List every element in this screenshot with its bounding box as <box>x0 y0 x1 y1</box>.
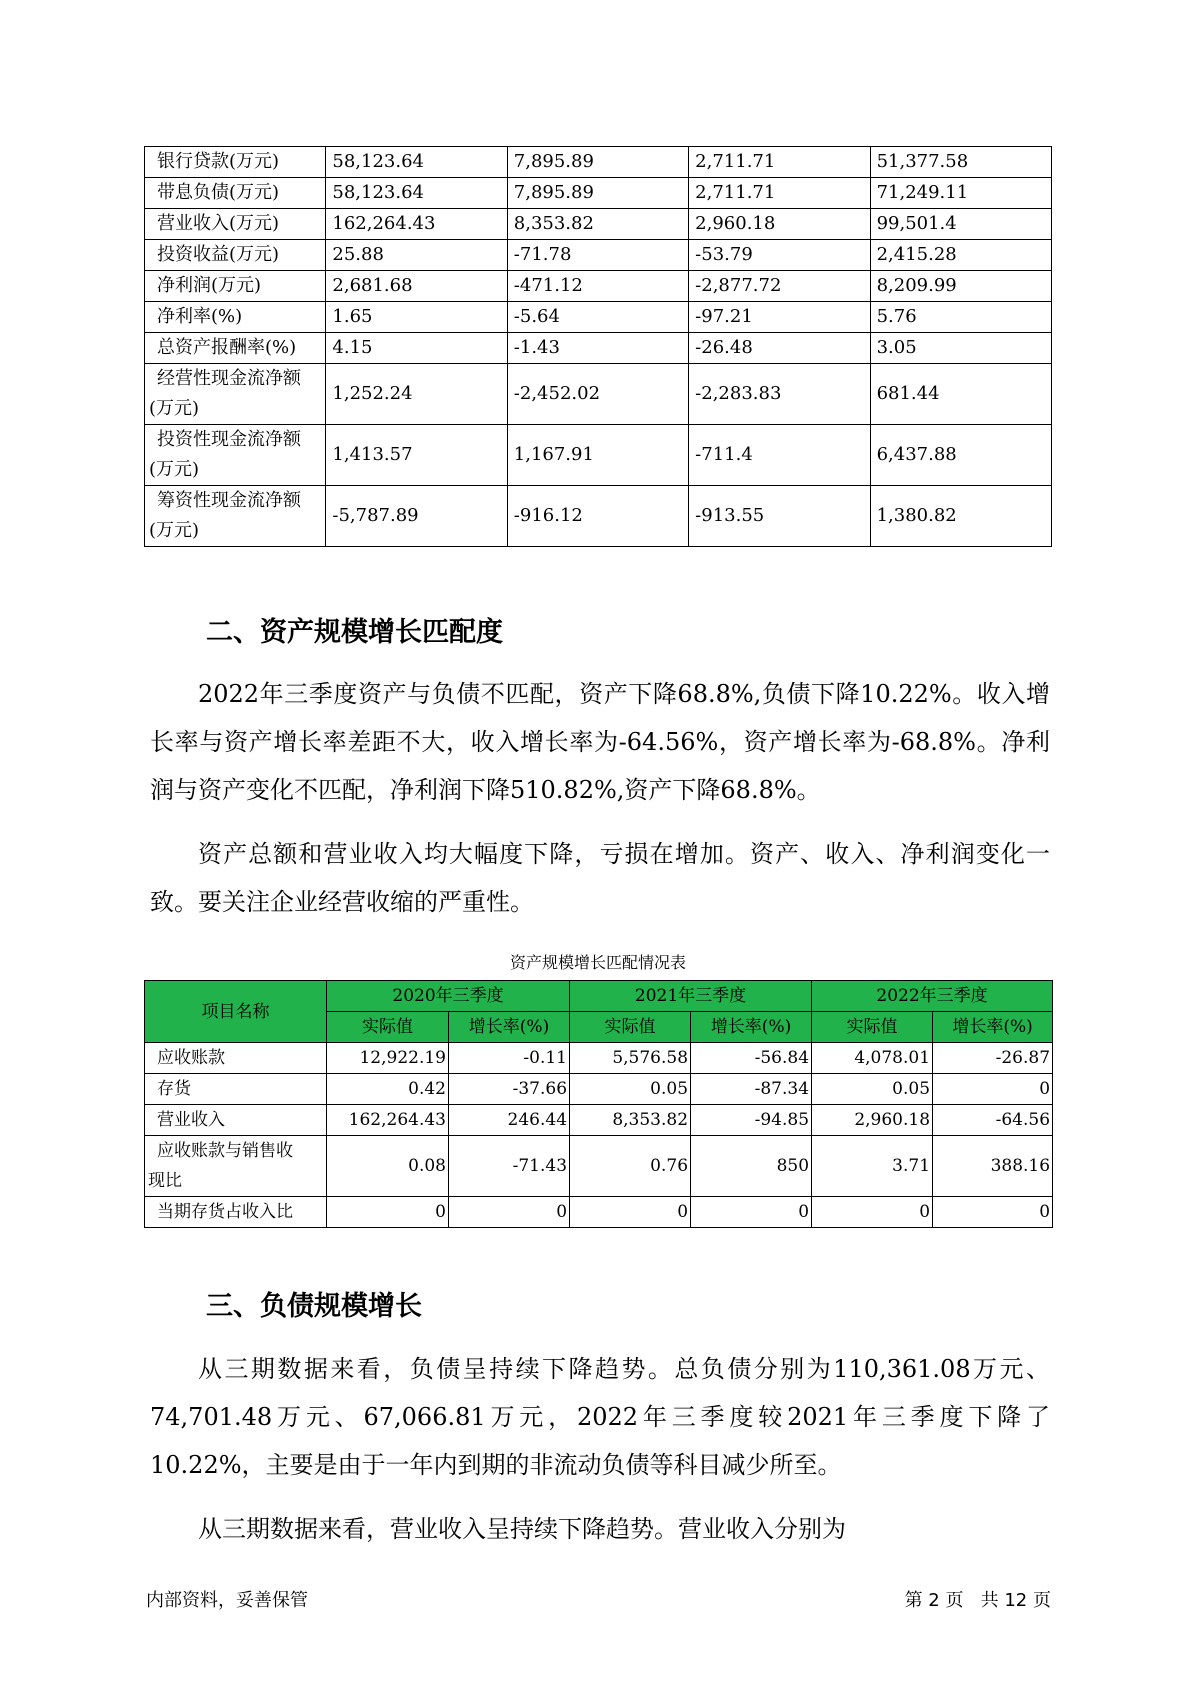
section-heading: 二、资产规模增长匹配度 <box>206 617 503 648</box>
cell: 0 <box>449 1197 570 1228</box>
cell: 25.88 <box>326 240 507 271</box>
cell: 12,922.19 <box>327 1043 449 1074</box>
cell: -71.43 <box>449 1136 570 1197</box>
cell: 2,960.18 <box>812 1105 933 1136</box>
cell: -26.48 <box>689 333 870 364</box>
header-item: 项目名称 <box>145 981 327 1043</box>
table-row <box>145 271 1052 302</box>
footer-confidential: 内部资料，妥善保管 <box>146 1590 308 1611</box>
cell: 681.44 <box>870 364 1051 425</box>
cell: 4.15 <box>326 333 507 364</box>
cell: 162,264.43 <box>327 1105 449 1136</box>
cell: -56.84 <box>691 1043 812 1074</box>
row-label-line1: 应收账款与销售收 <box>157 1141 293 1161</box>
paragraph: 从三期数据来看，营业收入呈持续下降趋势。营业收入分别为 <box>198 1515 846 1543</box>
cell: 2,681.68 <box>326 271 507 302</box>
table-row <box>145 240 1052 271</box>
table-row <box>145 209 1052 240</box>
cell: 7,895.89 <box>507 178 688 209</box>
row-label: 银行贷款(万元) <box>145 147 326 178</box>
row-label-line2: (万元) <box>149 520 200 541</box>
page-number: 第 2 页 共 12 页 <box>904 1590 1051 1611</box>
cell: 8,209.99 <box>870 271 1051 302</box>
cell: 7,895.89 <box>507 147 688 178</box>
cell: 1.65 <box>326 302 507 333</box>
cell: 5.76 <box>870 302 1051 333</box>
financial-indicators-table <box>144 146 1052 547</box>
header-actual: 实际值 <box>812 1012 933 1043</box>
header-growth: 增长率(%) <box>933 1012 1053 1043</box>
cell: 2,711.71 <box>689 147 870 178</box>
cell: 246.44 <box>449 1105 570 1136</box>
row-label: 净利润(万元) <box>145 271 326 302</box>
cell: 0.42 <box>327 1074 449 1105</box>
table-row <box>145 425 1052 486</box>
table-row <box>145 1197 1053 1228</box>
cell: -5,787.89 <box>326 486 507 547</box>
row-label <box>145 425 326 486</box>
table-row <box>145 147 1052 178</box>
header-row <box>145 981 1053 1012</box>
cell: 3.05 <box>870 333 1051 364</box>
header-period: 2021年三季度 <box>570 981 812 1012</box>
row-label <box>145 1136 327 1197</box>
row-label: 营业收入 <box>145 1105 327 1136</box>
cell: 1,380.82 <box>870 486 1051 547</box>
cell: 58,123.64 <box>326 147 507 178</box>
cell: -53.79 <box>689 240 870 271</box>
header-actual: 实际值 <box>327 1012 449 1043</box>
cell: -94.85 <box>691 1105 812 1136</box>
cell: 162,264.43 <box>326 209 507 240</box>
row-label: 营业收入(万元) <box>145 209 326 240</box>
row-label-line2: (万元) <box>149 398 200 419</box>
cell: 71,249.11 <box>870 178 1051 209</box>
table-row <box>145 1136 1053 1197</box>
row-label: 应收账款 <box>145 1043 327 1074</box>
row-label: 总资产报酬率(%) <box>145 333 326 364</box>
header-growth: 增长率(%) <box>449 1012 570 1043</box>
row-label: 投资收益(万元) <box>145 240 326 271</box>
cell: 8,353.82 <box>507 209 688 240</box>
cell: -2,452.02 <box>507 364 688 425</box>
row-label-line1: 筹资性现金流净额 <box>157 490 301 511</box>
paragraph: 2022年三季度资产与负债不匹配，资产下降68.8%,负债下降10.22%。收入增长率与资产增长率差距不大，收入增长率为-64.56%，资产增长率为-68.8%。净利润与资产变化不匹配，净利润下降510.82%,资产下降68.8%。 <box>150 680 1050 804</box>
cell: -37.66 <box>449 1074 570 1105</box>
cell: 850 <box>691 1136 812 1197</box>
row-label-line1: 投资性现金流净额 <box>157 429 301 450</box>
cell: -711.4 <box>689 425 870 486</box>
cell: -471.12 <box>507 271 688 302</box>
cell: -5.64 <box>507 302 688 333</box>
cell: 6,437.88 <box>870 425 1051 486</box>
header-actual: 实际值 <box>570 1012 691 1043</box>
cell: 2,711.71 <box>689 178 870 209</box>
cell: 3.71 <box>812 1136 933 1197</box>
cell: 1,252.24 <box>326 364 507 425</box>
cell: 51,377.58 <box>870 147 1051 178</box>
cell: 99,501.4 <box>870 209 1051 240</box>
row-label-line2: 现比 <box>148 1171 182 1191</box>
header-period: 2022年三季度 <box>812 981 1053 1012</box>
table-row <box>145 333 1052 364</box>
header-growth: 增长率(%) <box>691 1012 812 1043</box>
cell: 0.05 <box>570 1074 691 1105</box>
cell: -87.34 <box>691 1074 812 1105</box>
cell: 4,078.01 <box>812 1043 933 1074</box>
row-label-line1: 经营性现金流净额 <box>157 368 301 389</box>
cell: -97.21 <box>689 302 870 333</box>
paragraph: 资产总额和营业收入均大幅度下降，亏损在增加。资产、收入、净利润变化一致。要关注企业经营收缩的严重性。 <box>150 840 1050 916</box>
section-heading: 三、负债规模增长 <box>206 1291 422 1322</box>
cell: -1.43 <box>507 333 688 364</box>
cell: -2,877.72 <box>689 271 870 302</box>
cell: -2,283.83 <box>689 364 870 425</box>
cell: -64.56 <box>933 1105 1053 1136</box>
cell: 2,960.18 <box>689 209 870 240</box>
cell: -26.87 <box>933 1043 1053 1074</box>
cell: 0 <box>933 1197 1053 1228</box>
table-row <box>145 486 1052 547</box>
cell: -0.11 <box>449 1043 570 1074</box>
row-label-line2: (万元) <box>149 459 200 480</box>
cell: -916.12 <box>507 486 688 547</box>
table-caption: 资产规模增长匹配情况表 <box>509 953 686 972</box>
cell: 1,413.57 <box>326 425 507 486</box>
row-label: 净利率(%) <box>145 302 326 333</box>
table-row <box>145 302 1052 333</box>
paragraph: 从三期数据来看，负债呈持续下降趋势。总负债分别为110,361.08万元、74,701.48万元、67,066.81万元，2022年三季度较2021年三季度下降了10.22%，主要是由于一年内到期的非流动负债等科目减少所至。 <box>150 1355 1050 1479</box>
cell: 0 <box>933 1074 1053 1105</box>
row-label <box>145 364 326 425</box>
cell: 0 <box>812 1197 933 1228</box>
cell: 5,576.58 <box>570 1043 691 1074</box>
cell: 0 <box>691 1197 812 1228</box>
table-row <box>145 178 1052 209</box>
cell: 8,353.82 <box>570 1105 691 1136</box>
cell: 0.08 <box>327 1136 449 1197</box>
header-period: 2020年三季度 <box>327 981 570 1012</box>
cell: 58,123.64 <box>326 178 507 209</box>
asset-growth-match-table <box>144 980 1053 1228</box>
table-row <box>145 1043 1053 1074</box>
cell: -71.78 <box>507 240 688 271</box>
table-row <box>145 1105 1053 1136</box>
row-label: 当期存货占收入比 <box>145 1197 327 1228</box>
cell: 1,167.91 <box>507 425 688 486</box>
table-row <box>145 1074 1053 1105</box>
cell: 0 <box>570 1197 691 1228</box>
table-row <box>145 364 1052 425</box>
row-label: 带息负债(万元) <box>145 178 326 209</box>
cell: 0 <box>327 1197 449 1228</box>
row-label <box>145 486 326 547</box>
row-label: 存货 <box>145 1074 327 1105</box>
cell: 2,415.28 <box>870 240 1051 271</box>
cell: 0.05 <box>812 1074 933 1105</box>
cell: 388.16 <box>933 1136 1053 1197</box>
cell: 0.76 <box>570 1136 691 1197</box>
cell: -913.55 <box>689 486 870 547</box>
